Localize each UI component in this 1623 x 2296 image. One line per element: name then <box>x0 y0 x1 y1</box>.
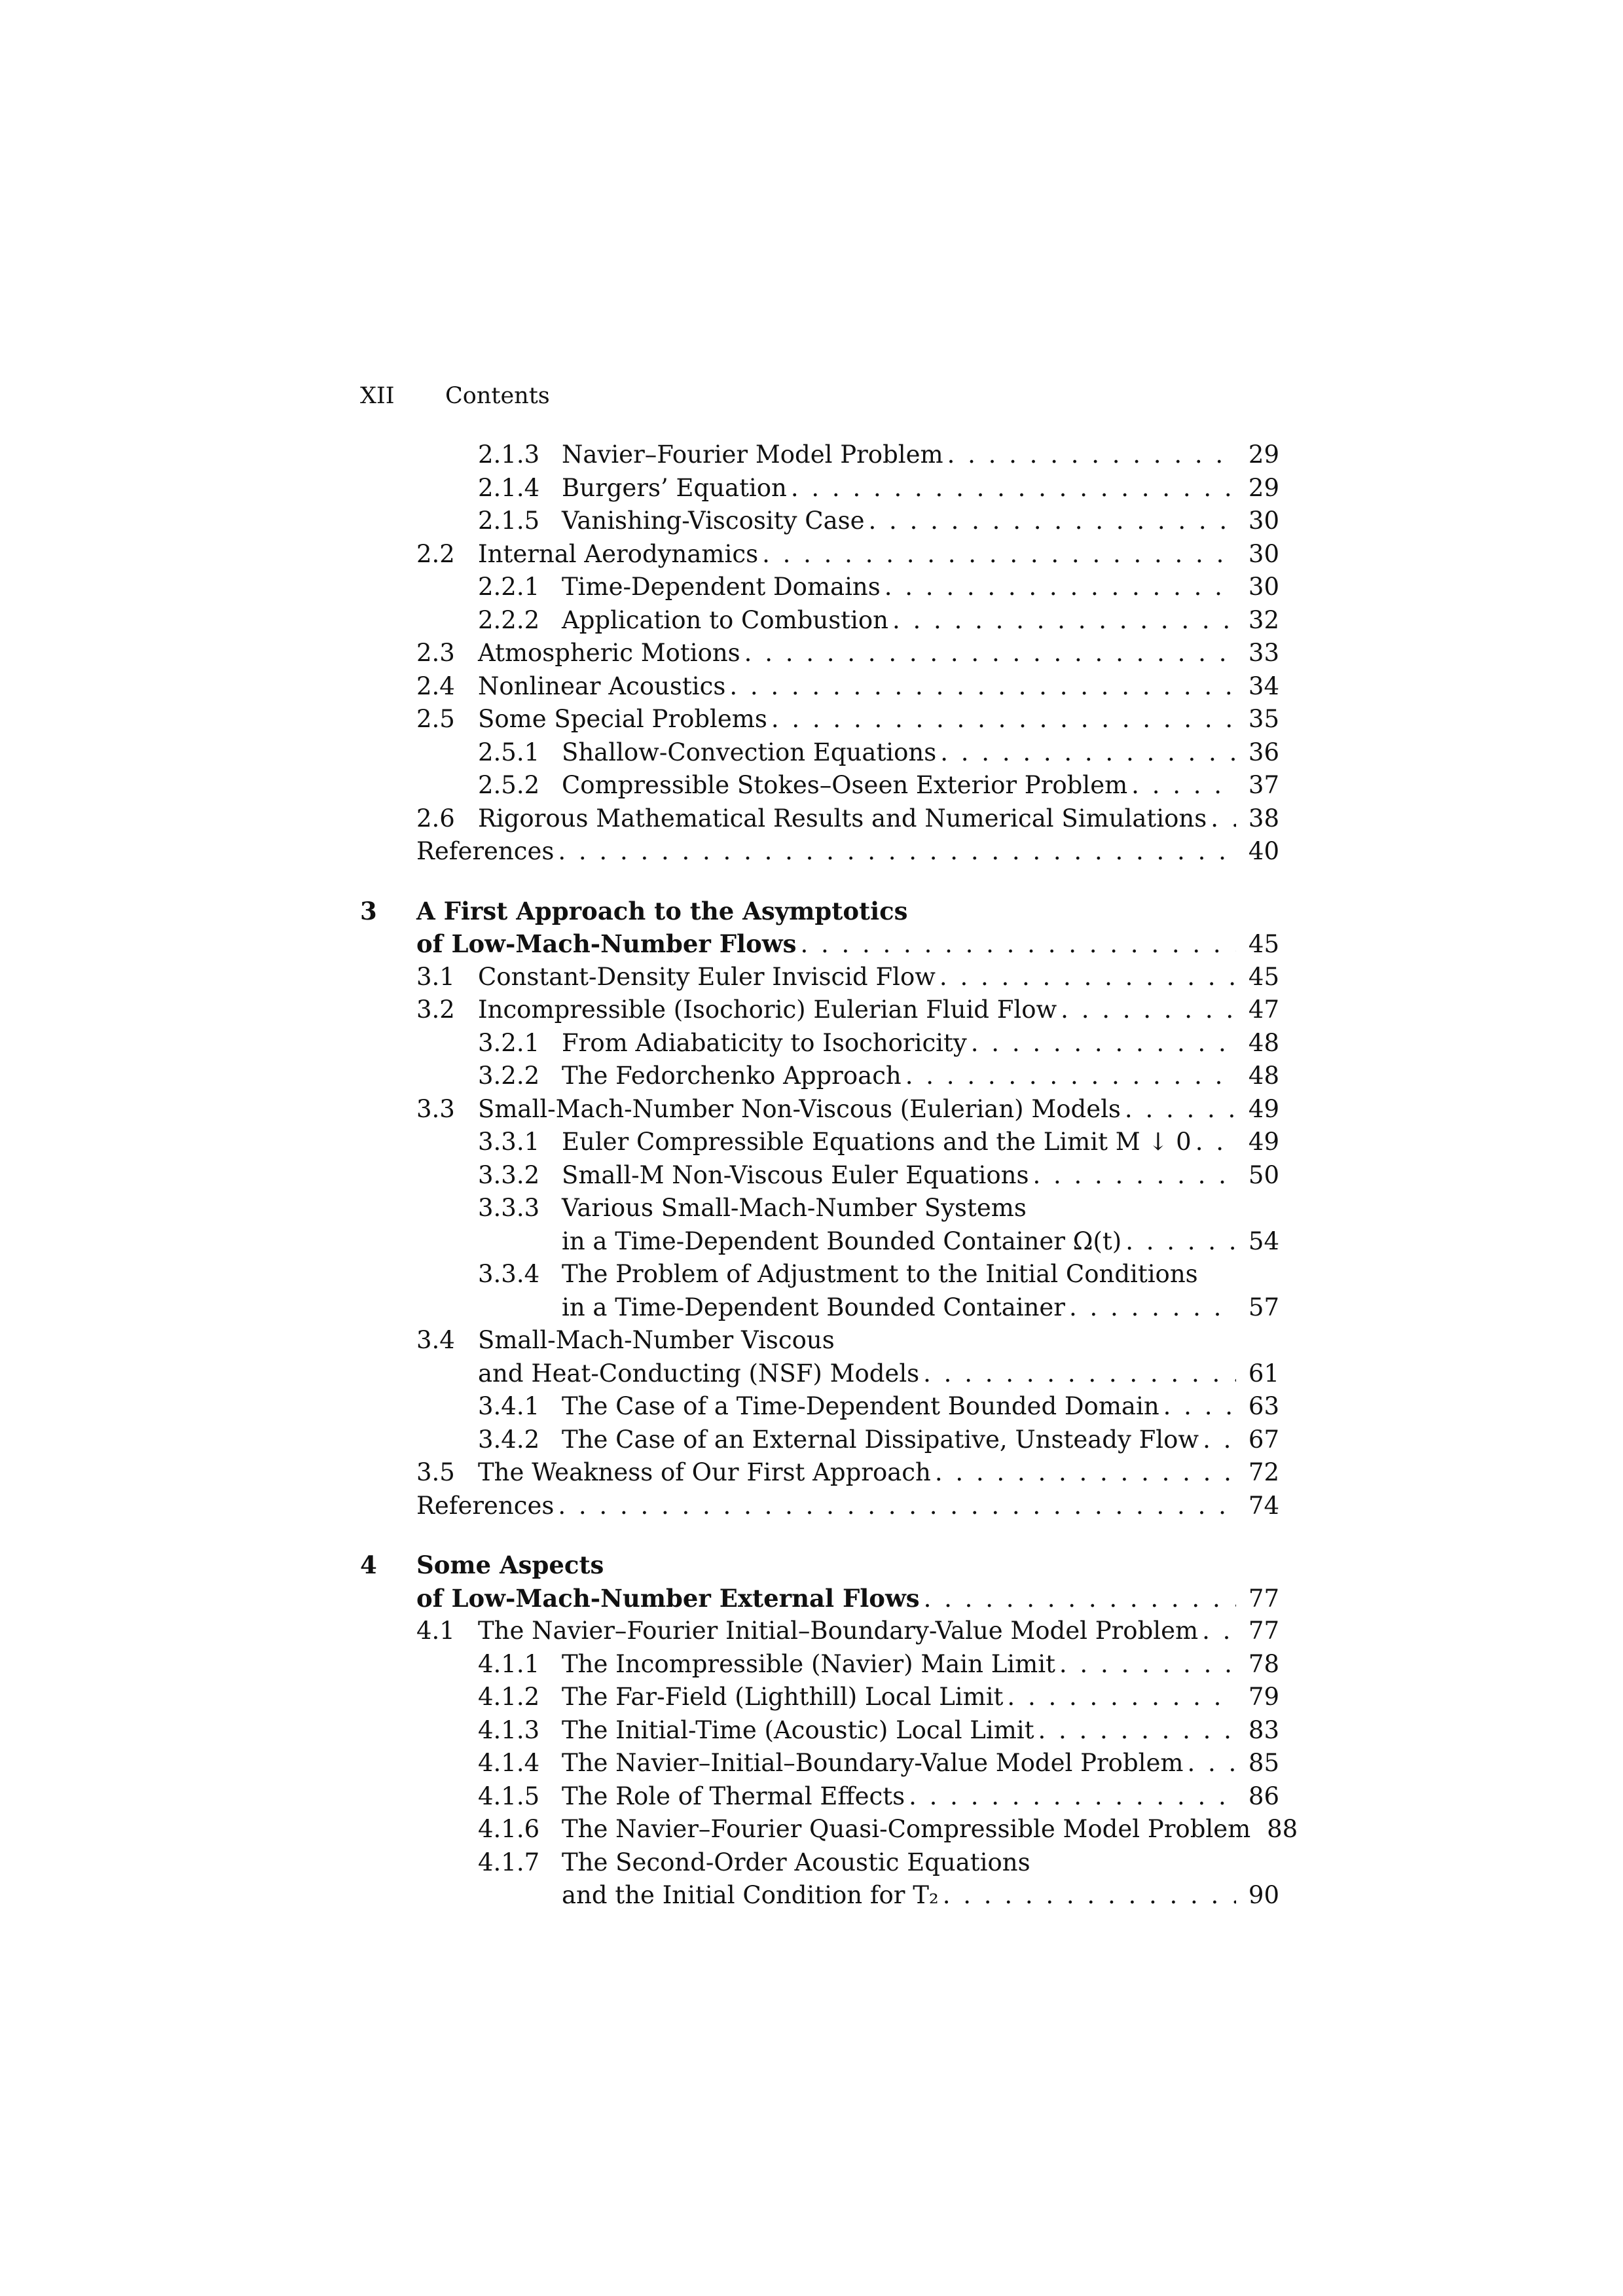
entry-title[interactable]: The Navier–Fourier Quasi-Compressible Model Problem <box>562 1815 1251 1843</box>
page-ref[interactable]: 67 <box>1248 1425 1279 1454</box>
toc-entry <box>0 994 1623 1027</box>
entry-title[interactable]: Application to Combustion <box>562 605 888 634</box>
toc-entry <box>0 1846 1623 1880</box>
page-ref[interactable]: 77 <box>1248 1584 1279 1613</box>
page-ref[interactable]: 72 <box>1248 1458 1279 1486</box>
toc-entry <box>0 637 1623 670</box>
chapter-heading-cont <box>0 1582 1623 1615</box>
section-number: 3.4.2 <box>478 1425 540 1454</box>
chapter-number: 4 <box>360 1551 377 1579</box>
chapter-title-line1[interactable]: A First Approach to the Asymptotics <box>416 896 908 925</box>
leader-dots <box>935 1456 1236 1489</box>
entry-title-line1[interactable]: The Problem of Adjustment to the Initial Conditions <box>562 1260 1198 1288</box>
entry-title[interactable]: Time-Dependent Domains <box>562 573 881 601</box>
running-header <box>360 383 550 409</box>
toc-entry <box>0 505 1623 538</box>
page-ref[interactable]: 30 <box>1248 507 1279 535</box>
leader-dots <box>558 835 1236 868</box>
section-number: 2.5.1 <box>478 738 540 766</box>
page-ref[interactable]: 61 <box>1248 1359 1279 1388</box>
toc-entry <box>0 1714 1623 1748</box>
section-number: 3.3.1 <box>478 1128 540 1156</box>
page-ref[interactable]: 79 <box>1248 1683 1279 1711</box>
entry-title-line1[interactable]: Various Small-Mach-Number Systems <box>562 1194 1027 1222</box>
toc-entry <box>0 736 1623 770</box>
leader-dots <box>771 703 1236 736</box>
page-number: XII <box>360 383 395 409</box>
leader-dots <box>1007 1681 1236 1713</box>
leader-dots <box>909 1780 1236 1813</box>
section-number: 3.3.3 <box>478 1194 540 1222</box>
chapter-heading <box>0 895 1623 928</box>
page-ref[interactable]: 32 <box>1248 605 1279 634</box>
toc-entry <box>0 538 1623 571</box>
page-ref[interactable]: 45 <box>1248 962 1279 991</box>
entry-title[interactable]: The Case of an External Dissipative, Unsteady Flow <box>562 1425 1199 1454</box>
entry-title-line1[interactable]: Small-Mach-Number Viscous <box>478 1326 835 1354</box>
toc-entry-cont <box>0 1357 1623 1391</box>
entry-title[interactable]: References <box>416 1491 555 1520</box>
page-ref[interactable]: 35 <box>1248 705 1279 733</box>
page-ref[interactable]: 30 <box>1248 539 1279 568</box>
page-ref[interactable]: 37 <box>1248 771 1279 799</box>
leader-dots <box>1131 769 1236 802</box>
entry-title[interactable]: Shallow-Convection Equations <box>562 738 937 766</box>
section-number: 4.1.1 <box>478 1649 540 1678</box>
entry-title[interactable]: From Adiabaticity to Isochoricity <box>562 1028 967 1057</box>
toc-entry <box>0 1424 1623 1457</box>
section-number: 3.3.2 <box>478 1160 540 1189</box>
entry-title[interactable]: Burgers’ Equation <box>562 473 787 502</box>
section-number: 3.5 <box>416 1458 455 1486</box>
entry-title-line1[interactable]: The Second-Order Acoustic Equations <box>562 1848 1030 1876</box>
entry-title[interactable]: Navier–Fourier Model Problem <box>562 440 943 469</box>
leader-dots <box>762 538 1236 571</box>
section-number: 3.4 <box>416 1326 455 1354</box>
toc-entry <box>0 472 1623 505</box>
leader-dots <box>1211 802 1236 835</box>
page-ref[interactable]: 83 <box>1248 1715 1279 1744</box>
leader-dots <box>1195 1126 1236 1158</box>
entry-title[interactable]: Some Special Problems <box>478 705 767 733</box>
toc-entry-cont <box>0 1225 1623 1259</box>
page-ref[interactable]: 85 <box>1248 1749 1279 1777</box>
section-number: 2.1.4 <box>478 473 540 502</box>
page-ref[interactable]: 40 <box>1248 837 1279 865</box>
page-ref[interactable]: 47 <box>1248 996 1279 1024</box>
toc-entry-cont <box>0 1291 1623 1325</box>
leader-dots <box>971 1027 1236 1060</box>
entry-title[interactable]: The Navier–Fourier Initial–Boundary-Value Model Problem <box>478 1617 1199 1645</box>
toc-entry <box>0 835 1623 869</box>
toc-entry <box>0 961 1623 994</box>
entry-title[interactable]: Atmospheric Motions <box>478 639 740 667</box>
page-ref[interactable]: 74 <box>1248 1491 1279 1520</box>
entry-title[interactable]: Nonlinear Acoustics <box>478 672 726 700</box>
entry-title[interactable]: Small-Mach-Number Non-Viscous (Eulerian) Models <box>478 1094 1121 1123</box>
entry-title[interactable]: The Case of a Time-Dependent Bounded Domain <box>562 1392 1159 1420</box>
leader-dots <box>1061 994 1236 1026</box>
leader-dots <box>939 961 1236 994</box>
toc-entry <box>0 1324 1623 1357</box>
toc-entry <box>0 1258 1623 1291</box>
section-number: 3.4.1 <box>478 1392 540 1420</box>
section-number: 2.1.5 <box>478 507 540 535</box>
chapter-number: 3 <box>360 896 377 925</box>
toc-entry <box>0 703 1623 736</box>
table-of-contents <box>0 439 1623 1912</box>
leader-dots <box>905 1060 1236 1092</box>
running-title: Contents <box>445 383 550 409</box>
entry-title[interactable]: The Far-Field (Lighthill) Local Limit <box>562 1683 1004 1711</box>
leader-dots <box>943 1879 1236 1912</box>
section-number: 3.2.1 <box>478 1028 540 1057</box>
entry-title[interactable]: Internal Aerodynamics <box>478 539 759 568</box>
entry-title[interactable]: Compressible Stokes–Oseen Exterior Problem <box>562 771 1128 799</box>
leader-dots <box>884 571 1236 603</box>
leader-dots <box>744 637 1236 670</box>
toc-entry <box>0 1192 1623 1225</box>
entry-title[interactable]: Small-M Non-Viscous Euler Equations <box>562 1160 1029 1189</box>
page-ref[interactable]: 57 <box>1248 1293 1279 1321</box>
page-ref[interactable]: 50 <box>1248 1160 1279 1189</box>
leader-dots <box>800 928 1236 961</box>
toc-entry <box>0 1060 1623 1093</box>
toc-entry <box>0 1813 1623 1846</box>
page-ref[interactable]: 48 <box>1248 1028 1279 1057</box>
toc-entry <box>0 1027 1623 1060</box>
leader-dots <box>1125 1093 1236 1126</box>
chapter-title-line1[interactable]: Some Aspects <box>416 1551 604 1579</box>
toc-entry <box>0 571 1623 604</box>
toc-entry <box>0 769 1623 802</box>
entry-title[interactable]: The Navier–Initial–Boundary-Value Model Problem <box>562 1749 1184 1777</box>
section-number: 2.3 <box>416 639 455 667</box>
leader-dots <box>791 472 1236 505</box>
toc-entry <box>0 1615 1623 1648</box>
leader-dots <box>729 670 1236 703</box>
section-number: 4.1.5 <box>478 1782 540 1810</box>
page-ref[interactable]: 38 <box>1248 804 1279 833</box>
section-number: 4.1 <box>416 1617 455 1645</box>
toc-entry <box>0 802 1623 836</box>
page-ref[interactable]: 49 <box>1248 1128 1279 1156</box>
entry-title[interactable]: The Fedorchenko Approach <box>562 1062 902 1090</box>
leader-dots <box>1125 1225 1236 1258</box>
toc-entry <box>0 439 1623 472</box>
leader-dots <box>1038 1714 1236 1747</box>
leader-dots <box>1187 1747 1236 1780</box>
toc-entry <box>0 1648 1623 1681</box>
section-number: 2.4 <box>416 672 455 700</box>
page-ref[interactable]: 34 <box>1248 672 1279 700</box>
page-ref[interactable]: 86 <box>1248 1782 1279 1810</box>
page-ref[interactable]: 90 <box>1248 1881 1279 1909</box>
leader-dots <box>924 1583 1236 1615</box>
entry-title[interactable]: Rigorous Mathematical Results and Numerical Simulations <box>478 804 1207 833</box>
page-ref[interactable]: 54 <box>1248 1227 1279 1255</box>
page-ref[interactable]: 63 <box>1248 1392 1279 1420</box>
toc-entry <box>0 1126 1623 1159</box>
toc-entry <box>0 1780 1623 1814</box>
toc-entry <box>0 604 1623 637</box>
entry-title-line2[interactable]: and Heat-Conducting (NSF) Models <box>478 1359 920 1388</box>
page-ref[interactable]: 33 <box>1248 639 1279 667</box>
section-number: 4.1.6 <box>478 1815 540 1843</box>
leader-dots <box>558 1490 1236 1522</box>
section-number: 2.2.1 <box>478 573 540 601</box>
leader-dots <box>940 736 1236 769</box>
chapter-heading <box>0 1549 1623 1582</box>
section-number: 4.1.2 <box>478 1683 540 1711</box>
page-ref[interactable]: 29 <box>1248 440 1279 469</box>
chapter-title-line2[interactable]: of Low-Mach-Number Flows <box>416 929 797 958</box>
entry-title[interactable]: The Incompressible (Navier) Main Limit <box>562 1649 1055 1678</box>
entry-title[interactable]: References <box>416 837 555 865</box>
leader-dots <box>1203 1424 1236 1456</box>
toc-entry <box>0 1390 1623 1424</box>
entry-title-line2[interactable]: and the Initial Condition for T₂ <box>562 1881 939 1909</box>
entry-title[interactable]: Incompressible (Isochoric) Eulerian Fluid Flow <box>478 996 1057 1024</box>
section-number: 3.3 <box>416 1094 455 1123</box>
toc-entry <box>0 1490 1623 1523</box>
entry-title[interactable]: Constant-Density Euler Inviscid Flow <box>478 962 936 991</box>
entry-title[interactable]: The Initial-Time (Acoustic) Local Limit <box>562 1715 1034 1744</box>
toc-entry <box>0 1747 1623 1780</box>
section-number: 2.5 <box>416 705 455 733</box>
entry-title[interactable]: The Weakness of Our First Approach <box>478 1458 931 1486</box>
entry-title[interactable]: The Role of Thermal Effects <box>562 1782 905 1810</box>
entry-title-line2[interactable]: in a Time-Dependent Bounded Container <box>562 1293 1065 1321</box>
page-ref[interactable]: 45 <box>1248 930 1279 958</box>
leader-dots <box>1032 1159 1236 1192</box>
section-number: 3.3.4 <box>478 1260 540 1288</box>
section-number: 2.2.2 <box>478 605 540 634</box>
entry-title-line2[interactable]: in a Time-Dependent Bounded Container Ω(t) <box>562 1227 1122 1255</box>
page-ref[interactable]: 48 <box>1248 1062 1279 1090</box>
leader-dots <box>1202 1615 1236 1647</box>
section-number: 3.1 <box>416 962 455 991</box>
section-number: 4.1.3 <box>478 1715 540 1744</box>
page-ref[interactable]: 36 <box>1248 738 1279 766</box>
leader-dots <box>1069 1291 1236 1324</box>
toc-entry <box>0 1681 1623 1714</box>
section-number: 3.2.2 <box>478 1062 540 1090</box>
page-ref[interactable]: 77 <box>1248 1617 1279 1645</box>
page-ref[interactable]: 78 <box>1248 1649 1279 1678</box>
section-number: 2.5.2 <box>478 771 540 799</box>
page-ref[interactable]: 49 <box>1248 1094 1279 1123</box>
toc-entry <box>0 670 1623 704</box>
toc-entry <box>0 1159 1623 1193</box>
page-ref[interactable]: 88 <box>1267 1815 1298 1843</box>
leader-dots <box>892 604 1236 637</box>
section-number: 4.1.4 <box>478 1749 540 1777</box>
section-number: 2.1.3 <box>478 440 540 469</box>
chapter-heading-cont <box>0 927 1623 961</box>
leader-dots <box>923 1357 1236 1390</box>
leader-dots <box>947 439 1236 471</box>
chapter-title-line2[interactable]: of Low-Mach-Number External Flows <box>416 1583 920 1613</box>
section-number: 2.2 <box>416 539 455 568</box>
entry-title[interactable]: Vanishing-Viscosity Case <box>562 507 865 535</box>
toc-entry-cont <box>0 1879 1623 1912</box>
leader-dots <box>869 505 1236 537</box>
section-number: 4.1.7 <box>478 1848 540 1876</box>
page-ref[interactable]: 29 <box>1248 473 1279 502</box>
leader-dots <box>1163 1390 1236 1423</box>
leader-dots <box>1059 1648 1236 1681</box>
section-number: 2.6 <box>416 804 455 833</box>
toc-entry <box>0 1093 1623 1126</box>
entry-title[interactable]: Euler Compressible Equations and the Limit M ↓ 0 <box>562 1128 1192 1156</box>
toc-entry <box>0 1456 1623 1490</box>
section-number: 3.2 <box>416 996 455 1024</box>
page-ref[interactable]: 30 <box>1248 573 1279 601</box>
